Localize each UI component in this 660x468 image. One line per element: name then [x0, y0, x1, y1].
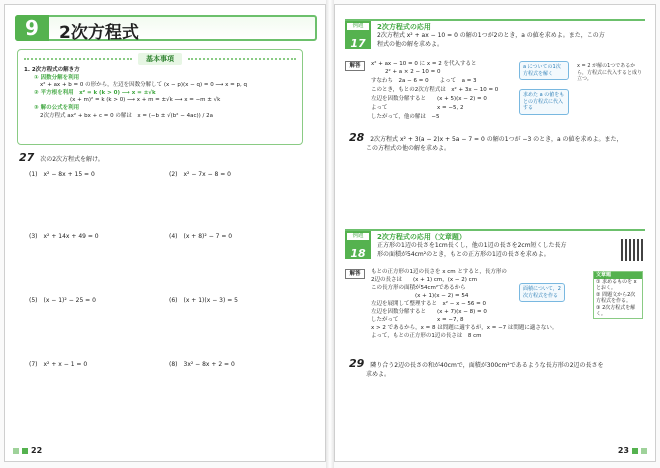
basics-line: ③ 解の公式を利用	[34, 104, 80, 111]
solution-line: すなわち 2a − 6 = 0 よって a = 3	[371, 78, 477, 84]
solution-line: 2² + a × 2 − 10 = 0	[385, 69, 441, 75]
solution-line: よって，もとの正方形の1辺の長さは 8 cm	[371, 333, 482, 339]
problem-item: (1) x² − 8x + 15 = 0	[29, 171, 95, 178]
note-box: 面積について，2次方程式を作る	[519, 283, 565, 302]
page-number-right: 23	[618, 446, 647, 455]
note-box: 求めた a の値をもとの方程式に代入する	[519, 89, 569, 115]
basics-line: ① 因数分解を利用	[34, 74, 80, 81]
right-page	[334, 4, 656, 462]
example-label: 例題 18	[345, 231, 371, 259]
solution-line: 左辺を因数分解すると (x + 5)(x − 2) = 0	[371, 96, 487, 102]
chapter-title: 2次方程式	[59, 23, 139, 43]
left-page	[4, 4, 326, 462]
page-number-left: 22	[13, 446, 42, 455]
problem-item: (4) (x + 8)² − 7 = 0	[169, 233, 233, 240]
example-17	[345, 19, 645, 129]
example-text: 程式の他の解を求めよ。	[377, 41, 444, 48]
example-text: 2次方程式 x² + ax − 10 = 0 の解の1つが2のとき，a の値を求めよ。また，この方	[377, 32, 605, 39]
solution-line: このとき，もとの2次方程式は x² + 3x − 10 = 0	[371, 87, 499, 93]
basics-line: ② 平方根を利用 x² = k (k > 0) ⟶ x = ±√k	[34, 89, 156, 96]
basics-box	[17, 49, 303, 145]
problem-item: (7) x² + x − 1 = 0	[29, 361, 88, 368]
solution-line: 2辺の長さは (x + 1) cm，(x − 2) cm	[371, 277, 478, 283]
gutter	[326, 0, 334, 468]
guide-item: ① 求めるものを x とおく。	[596, 278, 637, 291]
qr-code-icon[interactable]	[621, 239, 643, 261]
problem-text: 隣り合う2辺の長さの和が40cmで，面積が300cm²であるような長方形の2辺の長さを	[370, 362, 604, 369]
solution-line: (x + 1)(x − 2) = 54	[371, 293, 469, 299]
answer-label: 解答	[345, 61, 365, 71]
problem-number: 27	[19, 151, 35, 164]
guide-item: ③ 2次方程式を解く。	[596, 304, 636, 317]
problem-number: 28	[349, 131, 365, 144]
chapter-number: 9	[15, 15, 49, 41]
solution-line: 左辺を因数分解すると (x + 7)(x − 8) = 0	[371, 309, 487, 315]
solution-line: よって x = −5, 2	[371, 105, 464, 111]
guide-item: ② 問題文から2次方程式を作る。	[596, 291, 636, 304]
problem-item: (8) 3x² − 8x + 2 = 0	[169, 361, 235, 368]
example-text: 正方形の1辺の長さを1cm長くし，他の1辺の長さを2cm短くした長方	[377, 242, 567, 249]
problem-text: 2次方程式 x² + 3(a − 2)x + 5a − 7 = 0 の解の1つが −3 のとき，a の値を求めよ。また，	[370, 136, 623, 143]
solution-line: したがって x = −7, 8	[371, 317, 464, 323]
problem-text: 次の2次方程式を解け。	[40, 156, 104, 163]
basics-line: x² + ax + b = 0 の形から，左辺を因数分解して (x − p)(x − q) = 0 ⟶ x = p, q	[40, 82, 247, 89]
problem-27	[19, 151, 104, 164]
example-label: 例題 17	[345, 21, 371, 49]
problem-text: この方程式の他の解を求めよ。	[366, 145, 451, 152]
solution-line: もとの正方形の1辺の長さを x cm とすると，長方形の	[371, 269, 507, 275]
problem-item: (5) (x − 1)² − 25 = 0	[29, 297, 96, 304]
guide-box	[593, 271, 643, 319]
basics-heading: 基本事項	[138, 53, 182, 65]
example-title: 2次方程式の応用	[377, 23, 431, 31]
basics-line: 2次方程式 ax² + bx + c = 0 の解は x = (−b ± √(b² − 4ac)) / 2a	[40, 112, 213, 119]
solution-line: この長方形の面積が54cm²であるから	[371, 285, 466, 291]
problem-text: 求めよ。	[366, 371, 391, 378]
example-18	[345, 229, 645, 353]
solution-line: 左辺を展開して整理すると x² − x − 56 = 0	[371, 301, 487, 307]
guide-title: 文章題	[594, 272, 642, 279]
note-box: a についての1次方程式を解く	[519, 61, 569, 80]
example-title: 2次方程式の応用（文章題）	[377, 233, 466, 241]
solution-line: したがって，他の解は −5	[371, 114, 440, 120]
solution-line: x > 2 であるから，x = 8 は問題に適するが，x = −7 は問題に適さない。	[371, 325, 558, 331]
answer-label: 解答	[345, 269, 365, 279]
problem-item: (6) (x + 1)(x − 3) = 5	[169, 297, 238, 304]
chapter-header	[15, 15, 317, 41]
example-text: 形の面積が54cm²のとき，もとの正方形の1辺の長さを求めよ。	[377, 251, 550, 258]
problem-item: (3) x² + 14x + 49 = 0	[29, 233, 99, 240]
side-note: x = 2 が解の1つであるから，方程式に代入すると成り立つ。	[577, 63, 643, 82]
problem-number: 29	[349, 357, 365, 370]
basics-line: 1. 2次方程式の解き方	[24, 67, 80, 73]
basics-line: (x + m)² = k (k > 0) ⟶ x + m = ±√k ⟶ x = −m ± √k	[70, 97, 221, 104]
problem-item: (2) x² − 7x − 8 = 0	[169, 171, 231, 178]
solution-line: x² + ax − 10 = 0 に x = 2 を代入すると	[371, 61, 477, 67]
